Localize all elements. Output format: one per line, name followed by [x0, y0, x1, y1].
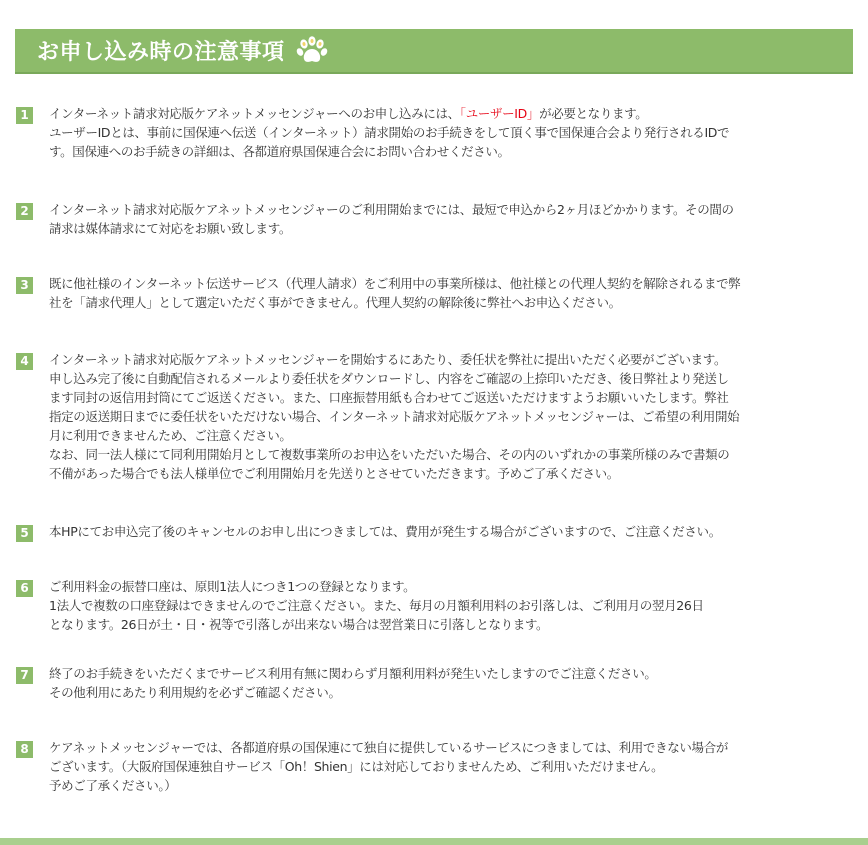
notice-number-badge: 4 — [16, 353, 33, 370]
notice-line: ケアネットメッセンジャーでは、各都道府県の国保連にて独自に提供しているサービスにつきましては、利用できない場合が — [49, 740, 728, 755]
notice-line: 月に利用できませんため、ご注意ください。 — [49, 428, 292, 443]
notice-line: 既に他社様のインターネット伝送サービス（代理人請求）をご利用中の事業所様は、他社様との代理人契約を解除されるまで弊 — [49, 276, 741, 291]
notice-line: なお、同一法人様にて同利用開始月として複数事業所のお申込をいただいた場合、その内のいずれかの事業所様のみで書類の — [49, 447, 730, 462]
notice-line: 指定の返送期日までに委任状をいただけない場合、インターネット請求対応版ケアネットメッセンジャーは、ご希望の利用開始 — [49, 409, 740, 424]
notice-text — [49, 738, 849, 795]
notice-line-text: インターネット請求対応版ケアネットメッセンジャーへのお申し込みには、 — [49, 106, 460, 121]
notice-line: インターネット請求対応版ケアネットメッセンジャーのご利用開始までには、最短で申込から2ヶ月ほどかかります。その間の — [49, 202, 734, 217]
notice-text — [49, 522, 849, 541]
notice-text — [49, 350, 849, 483]
notice-number-badge: 5 — [16, 525, 33, 542]
footer-divider — [0, 838, 868, 845]
notice-line: 請求は媒体請求にて対応をお願い致します。 — [49, 221, 292, 236]
notice-line: 本HPにてお申込完了後のキャンセルのお申し出につきましては、費用が発生する場合がございますので、ご注意ください。 — [49, 524, 721, 539]
notice-number-badge: 2 — [16, 203, 33, 220]
notice-line: 予めご了承ください。） — [49, 778, 177, 793]
notice-text — [49, 104, 849, 161]
section-header — [15, 29, 853, 74]
notice-line: その他利用にあたり利用規約を必ずご確認ください。 — [49, 685, 341, 700]
notice-number-badge: 6 — [16, 580, 33, 597]
notice-line: 1法人で複数の口座登録はできませんのでご注意ください。また、毎月の月額利用料のお引落しは、ご利用月の翌月26日 — [49, 598, 704, 613]
notice-number-badge: 1 — [16, 107, 33, 124]
notice-line: 終了のお手続きをいただくまでサービス利用有無に関わらず月額利用料が発生いたしますのでご注意ください。 — [49, 666, 657, 681]
notice-line-text: が必要となります。 — [539, 106, 648, 121]
paw-icon — [295, 35, 329, 67]
notice-line — [49, 104, 849, 123]
notice-text — [49, 577, 849, 634]
notice-number-badge: 8 — [16, 741, 33, 758]
notice-text — [49, 664, 849, 702]
notice-line: 申し込み完了後に自動配信されるメールより委任状をダウンロードし、内容をご確認の上捺印いただき、後日弊社より発送し — [49, 371, 729, 386]
notice-line: す。国保連へのお手続きの詳細は、各都道府県国保連合会にお問い合わせください。 — [49, 144, 510, 159]
notice-number-badge: 7 — [16, 667, 33, 684]
notice-line: インターネット請求対応版ケアネットメッセンジャーを開始するにあたり、委任状を弊社に提出いただく必要がございます。 — [49, 352, 727, 367]
notice-number-badge: 3 — [16, 277, 33, 294]
notice-line: 社を「請求代理人」として選定いただく事ができません。代理人契約の解除後に弊社へお申込ください。 — [49, 295, 621, 310]
notice-text — [49, 200, 849, 238]
notice-line: 不備があった場合でも法人様単位でご利用開始月を先送りとさせていただきます。予めご了承ください。 — [49, 466, 619, 481]
notice-line: ご利用料金の振替口座は、原則1法人につき1つの登録となります。 — [49, 579, 416, 594]
notice-line: ます同封の返信用封筒にてご返送ください。また、口座振替用紙も合わせてご返送いただけますようお願いいたします。弊社 — [49, 390, 729, 405]
notice-line: ございます。（大阪府国保連独自サービス「Oh！Shien」には対応しておりませんため、ご利用いただけません。 — [49, 759, 664, 774]
notice-line: ユーザーIDとは、事前に国保連へ伝送（インターネット）請求開始のお手続きをして頂く事で国保連合会より発行されるIDで — [49, 125, 730, 140]
user-id-highlight: 「ユーザーID」 — [459, 106, 540, 121]
notice-line: となります。26日が土・日・祝等で引落しが出来ない場合は翌営業日に引落しとなります。 — [49, 617, 549, 632]
section-title: お申し込み時の注意事項 — [37, 40, 285, 65]
notice-text — [49, 274, 849, 312]
